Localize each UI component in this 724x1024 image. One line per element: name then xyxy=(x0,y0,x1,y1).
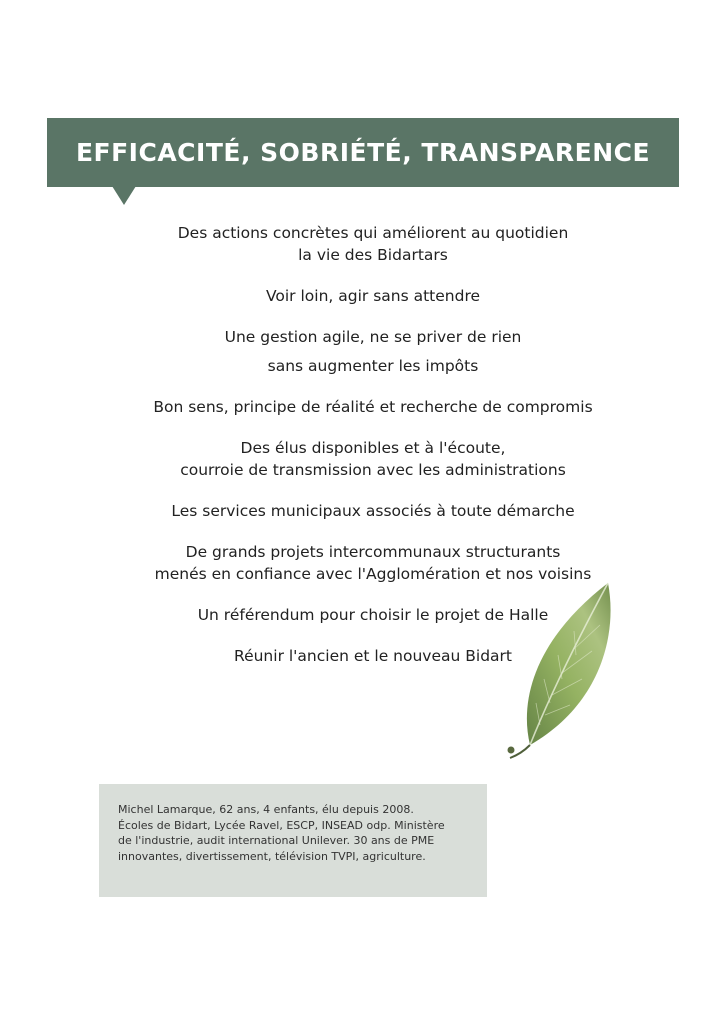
list-item xyxy=(100,437,646,481)
list-item xyxy=(100,222,646,266)
page-title: EFFICACITÉ, SOBRIÉTÉ, TRANSPARENCE xyxy=(75,138,651,167)
list-item xyxy=(100,285,646,307)
list-item-line: Des actions concrètes qui améliorent au quotidien xyxy=(177,224,569,242)
list-item-line: menés en confiance avec l'Agglomération et nos voisins xyxy=(154,565,592,583)
list-item xyxy=(100,326,646,377)
list-item-line: Voir loin, agir sans attendre xyxy=(265,287,481,305)
bio-line: de l'industrie, audit international Unilever. 30 ans de PME xyxy=(118,834,435,847)
list-item-line: Un référendum pour choisir le projet de Halle xyxy=(197,606,549,624)
list-item-line: De grands projets intercommunaux structurants xyxy=(185,543,561,561)
bio-box xyxy=(99,784,487,897)
bio-line: innovantes, divertissement, télévision TVPI, agriculture. xyxy=(118,849,426,863)
list-item-line: Réunir l'ancien et le nouveau Bidart xyxy=(234,647,512,665)
list-item-line: Des élus disponibles et à l'écoute, xyxy=(240,439,506,457)
list-item-line: Une gestion agile, ne se priver de rien xyxy=(224,328,522,346)
list-item-line: Bon sens, principe de réalité et recherche de compromis xyxy=(153,398,593,416)
leaf-icon xyxy=(500,575,618,765)
list-item-line: courroie de transmission avec les administrations xyxy=(180,461,566,479)
list-item-line: Les services municipaux associés à toute démarche xyxy=(171,502,575,520)
bio-line: Écoles de Bidart, Lycée Ravel, ESCP, INSEAD odp. Ministère xyxy=(118,818,445,832)
list-item-line: sans augmenter les impôts xyxy=(267,357,479,375)
banner-speech-tail xyxy=(112,186,136,205)
list-item xyxy=(100,396,646,418)
title-banner xyxy=(47,118,679,187)
list-item-line: la vie des Bidartars xyxy=(298,246,448,264)
list-item xyxy=(100,500,646,522)
bio-line: Michel Lamarque, 62 ans, 4 enfants, élu depuis 2008. xyxy=(118,803,414,816)
